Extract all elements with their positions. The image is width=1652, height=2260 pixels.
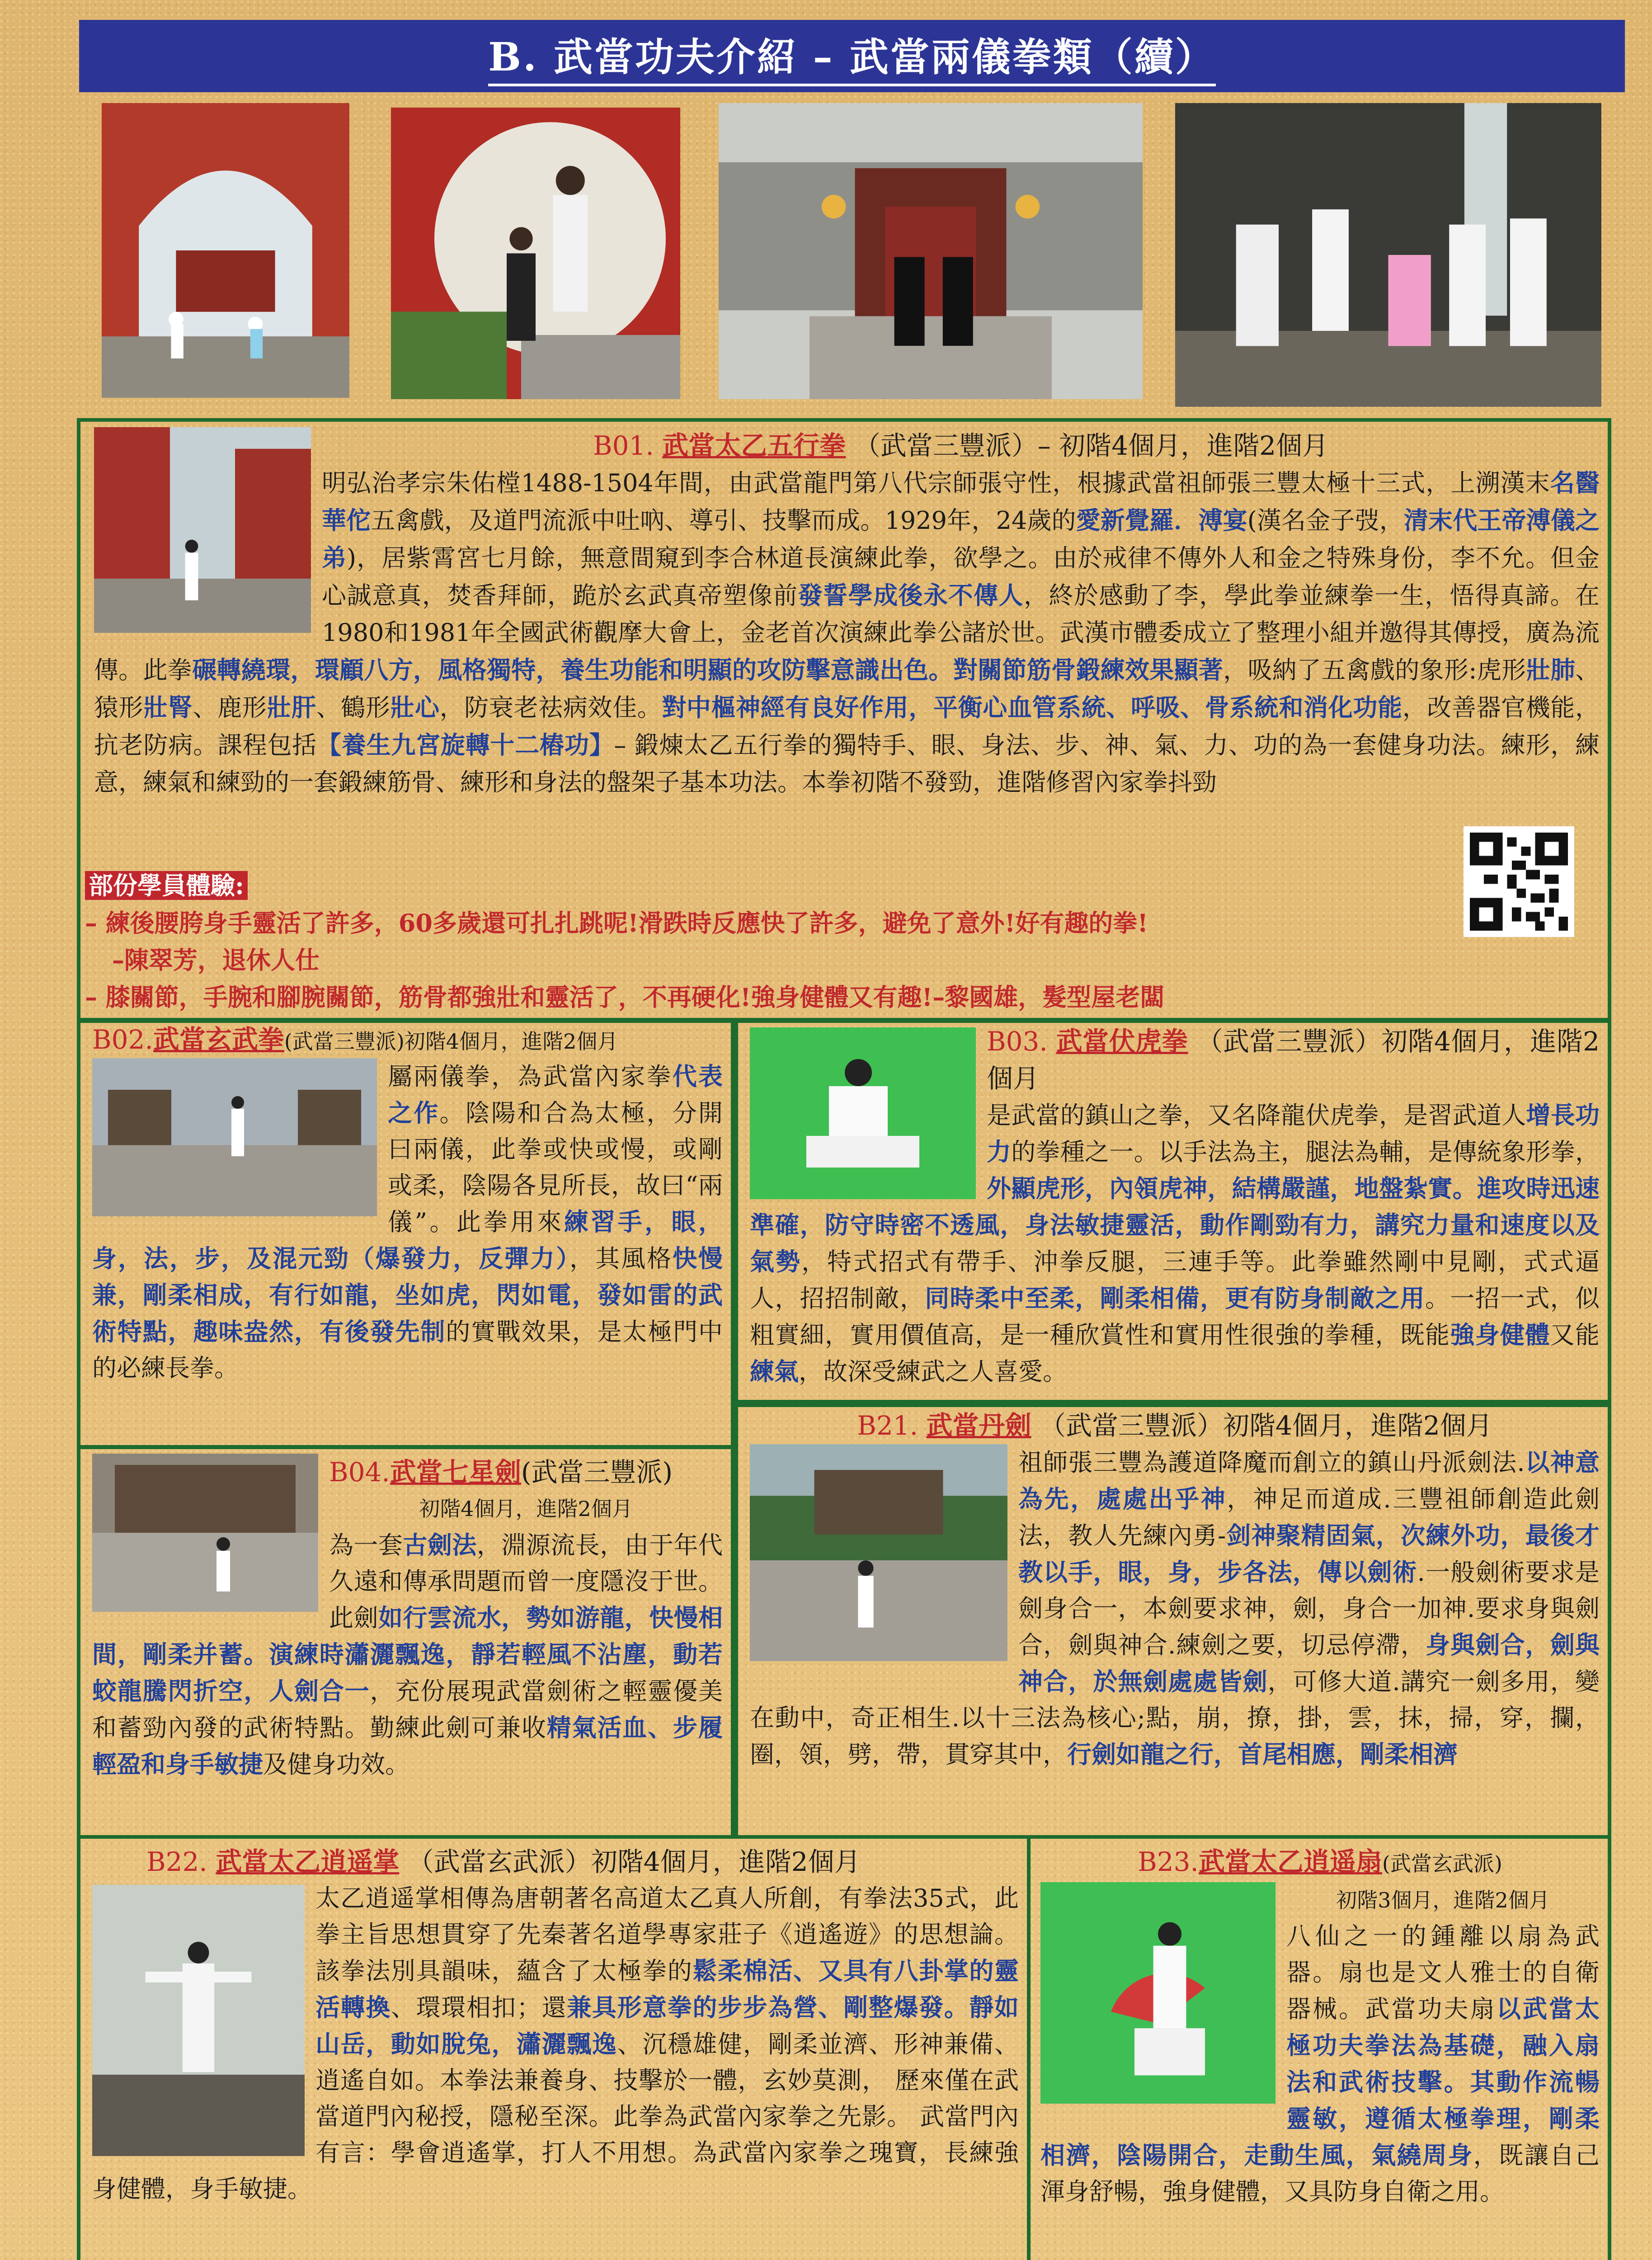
b21-photo xyxy=(750,1444,1007,1661)
b03-name: 武當伏虎拳 xyxy=(1056,1026,1188,1057)
b22-photo xyxy=(92,1885,305,2156)
b01-text: 、猿形 xyxy=(94,656,1600,722)
b04-text: 為一套 xyxy=(329,1531,403,1559)
b04-code: B04. xyxy=(329,1457,390,1488)
b23-meta: (武當玄武派) xyxy=(1382,1851,1502,1876)
b21-highlight: 身與劍合，劍與神合，於無劍處處皆劍 xyxy=(1018,1630,1600,1696)
b21-text: ，可修大道.講究一劍多用，變在動中，奇正相生.以十三法為核心;點，崩，撩，掛，雲，抹，掃，穿，攔，圈，領，劈，帶，貫穿其中， xyxy=(750,1667,1600,1769)
b01-text: ，吸納了五禽戲的象形:虎形 xyxy=(1223,656,1526,684)
b23-code: B23. xyxy=(1138,1846,1199,1877)
waterfall-group-photo xyxy=(1175,103,1601,407)
b22-highlight: 鬆柔棉活、又具有八卦掌的靈活轉換 xyxy=(315,1956,1019,2022)
b21-highlight: 行劍如龍之行，首尾相應，剛柔相濟 xyxy=(1067,1740,1458,1769)
b01-highlight: 【養生九宮旋轉十二樁功】 xyxy=(317,730,614,759)
b01-text: (漢名金子弢， xyxy=(1247,506,1404,535)
b01-highlight: 愛新覺羅．溥宴 xyxy=(1076,506,1247,535)
b01-text: )，居紫霄宮七月餘，無意間窺到李合林道長演練此拳，欲學之。由於戒律不傳外人和金之特殊身份，李不允。但金心誠意真，焚香拜師，跪於玄武真帝塑像前 xyxy=(322,544,1600,610)
b23-name: 武當太乙逍遥扇 xyxy=(1198,1846,1382,1877)
qr-code[interactable] xyxy=(1464,826,1574,937)
b22-meta: （武當玄武派）初階4個月，進階2個月 xyxy=(407,1846,861,1877)
b04-meta-levels: 初階4個月，進階2個月 xyxy=(419,1497,633,1521)
b02-code: B02. xyxy=(92,1024,153,1055)
b01-highlight: 碾轉繞環，環顧八方，風格獨特，養生功能和明顯的攻防擊意識出色。對關節筋骨鍛練效果顯著 xyxy=(192,655,1224,684)
section-b21 xyxy=(734,1403,1611,1839)
b01-highlight: 清末代王帝溥儀之弟 xyxy=(322,506,1600,572)
section-b23 xyxy=(1027,1835,1611,2260)
b04-text: ，淵源流長，由于年代久遠和傳承問題而曾一度隱沒于世。此劍 xyxy=(329,1531,723,1632)
b22-name: 武當太乙逍遥掌 xyxy=(216,1846,400,1877)
experience-item: – 練後腰胯身手靈活了許多，60多歲還可扎扎跳呢!滑跌時反應快了許多，避免了意外!好有趣的拳! xyxy=(85,909,1148,937)
b22-code: B22. xyxy=(146,1846,207,1877)
b01-highlight: 壯心 xyxy=(390,693,440,722)
b01-highlight: 壯肺 xyxy=(1526,655,1576,684)
b23-text: 八仙之一的鍾離以扇為武器。扇也是文人雅士的自衛器械。武當功夫扇 xyxy=(1286,1922,1600,2023)
b02-photo xyxy=(92,1058,377,1216)
b01-experiences xyxy=(85,867,1459,1016)
b23-highlight: 以武當太極功夫拳法為基礎，融入扇法和武術技擊。其動作流暢靈敏，遵循太極拳理，剛柔相濟，陰陽開合，走動生風，氣繞周身 xyxy=(1040,1994,1600,2170)
experience-item: – 膝關節，手腕和腳腕關節，筋骨都強壯和靈活了，不再硬化!強身健體又有趣!–黎國雄，髮型屋老闆 xyxy=(85,983,1165,1012)
temple-gate-photo xyxy=(719,103,1143,399)
b01-photo xyxy=(94,427,311,633)
b01-name: 武當太乙五行拳 xyxy=(662,430,846,461)
b01-highlight: 對中樞神經有良好作用，平衡心血管系統、呼吸、骨系統和消化功能 xyxy=(662,693,1403,722)
b03-text: 又能 xyxy=(1550,1321,1600,1349)
b21-highlight: 以神意為先，處處出乎神 xyxy=(1018,1448,1600,1513)
b03-text: 。一招一式，似粗實細，實用價值高，是一種欣賞性和實用性很強的拳種，既能 xyxy=(750,1284,1600,1349)
b23-text: ，既讓自己渾身舒暢，強身健體，又具防身自衛之用。 xyxy=(1040,2141,1600,2206)
b01-highlight: 名醫華佗 xyxy=(322,468,1600,535)
b04-text: ，充份展現武當劍術之輕靈優美和蓄勁內發的武術特點。勤練此劍可兼收 xyxy=(92,1677,723,1742)
b04-highlight: 古劍法 xyxy=(403,1530,477,1559)
experience-author: –陳翠芳，退休人仕 xyxy=(112,946,320,975)
b01-meta: （武當三豐派）– 初階4個月，進階2個月 xyxy=(854,430,1328,461)
b02-highlight: 代表之作 xyxy=(388,1062,723,1127)
b01-highlight: 發誓學成後永不傳人 xyxy=(798,581,1024,610)
b21-text: .一般劍術要求是劍身合一，本劍要求神，劍，身合一加神.要求身與劍合，劍與神合.練劍之要，切忌停滯， xyxy=(1018,1558,1600,1659)
b03-highlight: 同時柔中至柔，剛柔相備，更有防身制敵之用 xyxy=(925,1284,1426,1313)
b02-meta: (武當三豐派)初階4個月，進階2個月 xyxy=(284,1029,618,1054)
page-title: B. 武當功夫介紹 – 武當兩儀拳類（續） xyxy=(488,26,1215,86)
b21-meta: （武當三豐派）初階4個月，進階2個月 xyxy=(1039,1410,1492,1441)
b03-highlight: 外顯虎形，內領虎神，結構嚴謹，地盤紮實。進攻時迅速準確，防守時密不透風，身法敏捷靈活，動作剛勁有力，講究力量和速度以及氣勢 xyxy=(750,1174,1600,1276)
b03-highlight: 練氣 xyxy=(750,1357,799,1386)
page-banner xyxy=(79,20,1625,92)
b03-text: ，故深受練武之人喜愛。 xyxy=(799,1357,1067,1386)
b22-text: 太乙逍遥掌相傳為唐朝著名高道太乙真人所創，有拳法35式，此拳主旨思想貫穿了先秦著名道學專家莊子《逍遙遊》的思想論。該拳法別具韻味，蘊含了太極拳的 xyxy=(315,1884,1019,1985)
section-b04 xyxy=(77,1445,734,1839)
b21-text: 祖師張三豐為護道降魔而創立的鎮山丹派劍法. xyxy=(1018,1448,1525,1477)
red-wall-circle-photo xyxy=(391,108,680,399)
b01-code: B01. xyxy=(593,430,654,461)
b03-code: B03. xyxy=(987,1026,1048,1057)
b01-highlight: 壯腎 xyxy=(143,693,193,722)
b21-text: ，神足而道成.三豐祖師創造此劍法，教人先練內勇- xyxy=(1018,1485,1600,1550)
b03-highlight: 強身健體 xyxy=(1450,1320,1550,1349)
section-b03 xyxy=(734,1019,1611,1403)
b03-photo xyxy=(750,1027,976,1199)
b22-text: 、環環相扣；還 xyxy=(391,1993,567,2022)
b01-text: 、鹿形 xyxy=(193,693,267,722)
b21-highlight: 剑神聚精固氣，次練外功，最後才教以手，眼，身，步各法，傳以劍術 xyxy=(1018,1521,1600,1587)
b02-name: 武當玄武拳 xyxy=(153,1024,284,1055)
b02-text: 的實戰效果，是太極門中的必練長拳。 xyxy=(92,1318,723,1382)
b22-text: 、沉穩雄健，剛柔並濟、形神兼備、逍遙自如。本拳法兼養身、技擊於一體，玄妙莫測， 歷來僅在武當道門內秘授，隱秘至深。此拳為武當內家拳之先影。 武當門內有言：學會逍遙掌，打人不用想。為武當內家拳之瑰寶，長練強身健體，身手敏捷。 xyxy=(92,2030,1019,2203)
b01-text: 、鶴形 xyxy=(316,693,391,722)
b04-highlight: 精氣活血、步履輕盈和身手敏捷 xyxy=(92,1713,723,1779)
section-b01 xyxy=(77,418,1611,1022)
b02-highlight: 快慢兼，剛柔相成，有行如龍，坐如虎，閃如電，發如雷的武術特點，趣味盎然，有後發先制 xyxy=(92,1244,723,1346)
b23-meta-levels: 初階3個月，進階2個月 xyxy=(1336,1888,1550,1912)
b02-text: 。陰陽和合為太極，分開曰兩儀，此拳或快或慢，或剛或柔，陰陽各見所長，故曰“兩儀”。此拳用來 xyxy=(388,1099,723,1236)
section-b22 xyxy=(77,1835,1031,2260)
b04-photo xyxy=(92,1454,318,1612)
b03-text: 的拳種之一。以手法為主，腿法為輔，是傳統象形拳， xyxy=(1011,1138,1600,1166)
b03-text: ，特式招式有帶手、沖拳反腿，三連手等。此拳雖然剛中見剛，式式逼人，招招制敵， xyxy=(750,1248,1600,1313)
b04-meta: (武當三豐派) xyxy=(521,1457,673,1488)
b21-name: 武當丹劍 xyxy=(926,1410,1031,1441)
b01-text: 明弘治孝宗朱佑樘1488-1504年間，由武當龍門第八代宗師張守性，根據武當祖師張三豐太極十三式，上溯漢末 xyxy=(322,469,1550,497)
b23-photo xyxy=(1040,1882,1275,2104)
b02-highlight: 練習手，眼，身，法，步，及混元勁（爆發力，反彈力） xyxy=(92,1207,723,1273)
b04-text: 及健身功效。 xyxy=(263,1750,409,1779)
experience-title: 部份學員體驗: xyxy=(85,871,248,900)
b03-text: 是武當的鎮山之拳，又名降龍伏虎拳，是習武道人 xyxy=(987,1101,1526,1130)
b02-text: 屬兩儀拳，為武當內家拳 xyxy=(388,1062,673,1091)
b01-highlight: 壯肝 xyxy=(267,693,316,722)
b01-text: 五禽戲，及道門流派中吐吶、導引、技擊而成。1929年，24歲的 xyxy=(371,506,1076,535)
b03-meta: （武當三豐派）初階4個月，進階2個月 xyxy=(987,1026,1600,1094)
section-b02 xyxy=(77,1019,734,1449)
b01-text: ，改善器官機能，抗老防病。課程包括 xyxy=(94,693,1600,759)
b04-name: 武當七星劍 xyxy=(390,1457,521,1488)
b21-code: B21. xyxy=(857,1410,918,1441)
b01-text: – 鍛煉太乙五行拳的獨特手、眼、身法、步、神、氣、力、功的為一套健身功法。練形，練意，練氣和練勁的一套鍛練筋骨、練形和身法的盤架子基本功法。本拳初階不發勁，進階修習內家拳抖勁 xyxy=(94,731,1600,796)
b03-highlight: 增長功力 xyxy=(987,1101,1600,1166)
b02-text: ，其風格 xyxy=(569,1244,673,1273)
b01-text: ，終於感動了李，學此拳並練拳一生，悟得真諦。在1980和1981年全國武術觀摩大會上，金老首次演練此拳公諸於世。武漢市體委成立了整理小組并邀得其傳授，廣為流傳。此拳 xyxy=(94,581,1600,684)
temple-arch-photo xyxy=(102,103,349,398)
b22-highlight: 兼具形意拳的步步為營、剛整爆發。靜如山岳，動如脫兔，瀟灑飄逸 xyxy=(315,1993,1019,2058)
b04-highlight: 如行雲流水，勢如游龍，快慢相間，剛柔并蓄。演練時瀟灑飄逸，靜若輕風不沾塵，動若蛟龍騰閃折空，人劍合一 xyxy=(92,1603,723,1705)
b01-text: ，防衰老祛病效佳。 xyxy=(439,693,662,722)
